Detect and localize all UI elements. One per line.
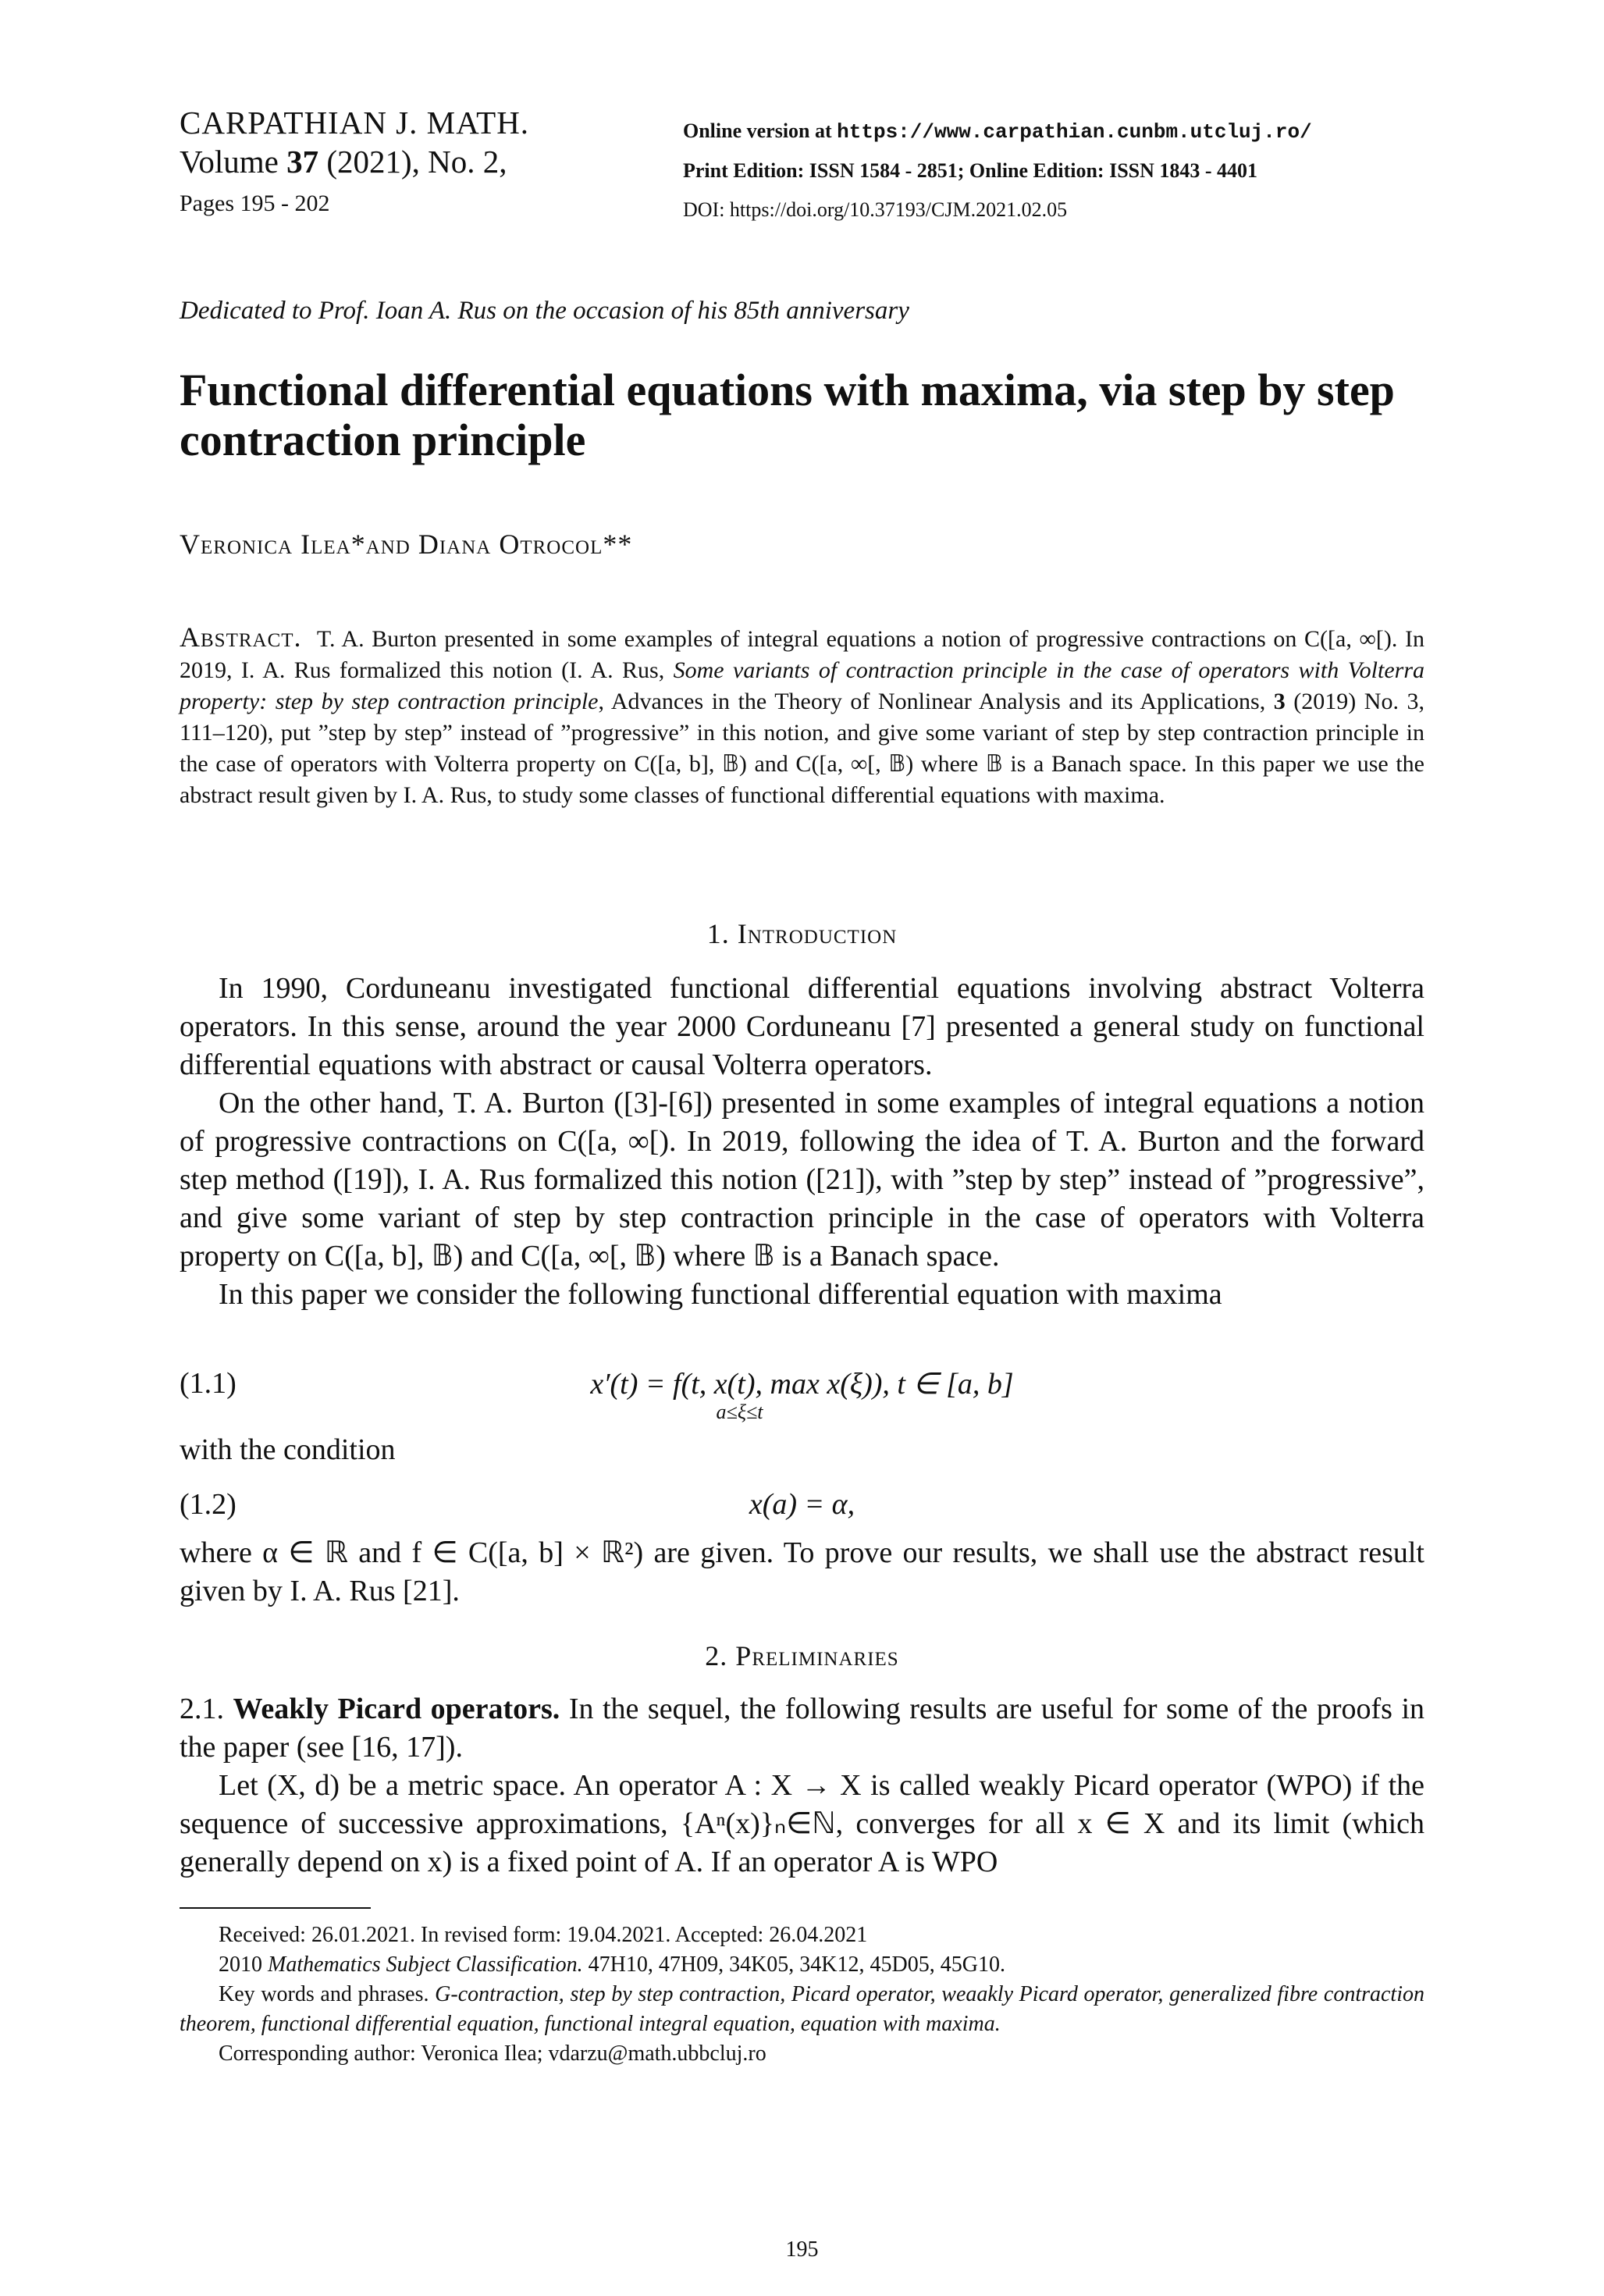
- journal-header: [180, 103, 529, 223]
- doi[interactable]: DOI: https://doi.org/10.37193/CJM.2021.02.05: [683, 198, 1068, 221]
- footnote-keywords: Key words and phrases. G-contraction, step by step contraction, Picard operator, weaakly Picard operator, generalized fibre contraction theorem, functional differential equation, functional integral equation, equation with maxima.: [180, 1982, 1424, 2036]
- equation-1-1: [180, 1366, 1424, 1429]
- intro-paragraph-3: In this paper we consider the following functional differential equation with maxima: [219, 1278, 1222, 1311]
- intro-body: [180, 970, 1424, 1314]
- intro-paragraph-4: where α ∈ ℝ and f ∈ C([a, b] × ℝ²) are given. To prove our results, we shall use the abstract result given by I. A. Rus [21].: [180, 1536, 1424, 1607]
- subsection-2-1: 2.1. Weakly Picard operators. In the sequel, the following results are useful for some of the proofs in the paper (see [16, 17]).: [180, 1693, 1424, 1764]
- authors: Veronica Ilea*and Diana Otrocol**: [180, 529, 633, 560]
- journal-pages: Pages 195 - 202: [180, 190, 330, 216]
- intro-paragraph-2: On the other hand, T. A. Burton ([3]-[6]) presented in some examples of integral equations a notion of progressive contractions on C([a, ∞[). In 2019, following the idea of T. A. Burton and the forward step method ([19]), I. A. Rus formalized this notion ([21]), with ”step by step” instead of ”progressive”, and give some variant of step by step contraction principle in the case of operators with Volterra property on C([a, b], 𝔹) and C([a, ∞[, 𝔹) where 𝔹 is a Banach space.: [180, 1087, 1424, 1273]
- print-edition: Print Edition: ISSN 1584 - 2851; Online Edition: ISSN 1843 - 4401: [683, 159, 1258, 182]
- footnote-received: Received: 26.01.2021. In revised form: 19.04.2021. Accepted: 26.04.2021: [219, 1923, 868, 1947]
- equation-number: (1.2): [180, 1488, 237, 1521]
- abstract: Abstract. T. A. Burton presented in some examples of integral equations a notion of progressive contractions on C([a, ∞[). In 2019, I. A. Rus formalized this notion (I. A. Rus, Some variants of contraction principle in the case of operators with Volterra property: step by step contraction principle, Advances in the Theory of Nonlinear Analysis and its Applications, 3 (2019) No. 3, 111–120), put ”step by step” instead of ”progressive” in this notion, and give some variant of step by step contraction principle in the case of operators with Volterra property on C([a, b], 𝔹) and C([a, ∞[, 𝔹) where 𝔹 is a Banach space. In this paper we use the abstract result given by I. A. Rus, to study some classes of functional differential equations with maxima.: [180, 621, 1425, 808]
- journal-info: [683, 112, 1312, 230]
- equation-text: x(a) = α,: [749, 1488, 855, 1521]
- equation-1-2: [180, 1487, 1424, 1526]
- footnote-corresponding: Corresponding author: Veronica Ilea; vdarzu@math.ubbcluj.ro: [219, 2041, 766, 2066]
- section-heading-preliminaries: 2. Preliminaries: [705, 1640, 899, 1671]
- footnote-rule: [180, 1907, 371, 1909]
- intro-paragraph-1: In 1990, Corduneanu investigated functional differential equations involving abstract Volterra operators. In this sense, around the year 2000 Corduneanu [7] presented a general study on functional differential equations with abstract or causal Volterra operators.: [180, 972, 1424, 1081]
- footnote-msc: 2010 Mathematics Subject Classification. 47H10, 47H09, 34K05, 34K12, 45D05, 45G10.: [219, 1952, 1005, 1977]
- online-url[interactable]: https://www.carpathian.cunbm.utcluj.ro/: [837, 120, 1312, 144]
- paper-title: Functional differential equations with maxima, via step by step contraction principle: [180, 365, 1395, 465]
- page-number: 195: [785, 2237, 819, 2262]
- journal-volume: Volume 37 (2021), No. 2,: [180, 144, 507, 180]
- journal-name: CARPATHIAN J. MATH.: [180, 105, 530, 141]
- footnotes: [180, 1920, 1424, 2069]
- section-heading-introduction: 1. Introduction: [706, 918, 898, 949]
- equation-number: (1.1): [180, 1367, 237, 1400]
- abstract-heading: Abstract.: [180, 621, 302, 653]
- equation-text: x′(t) = f(t, x(t), max x(ξ)), t ∈ [a, b] $^{a\le\xi\le t}$: [590, 1368, 1014, 1423]
- prelim-body: [180, 1690, 1424, 1881]
- online-version: Online version at https://www.carpathian.cunbm.utcluj.ro/: [683, 119, 1312, 144]
- with-condition: with the condition: [180, 1433, 396, 1466]
- prelim-paragraph: Let (X, d) be a metric space. An operator A : X → X is called weakly Picard operator (WPO) if the sequence of successive approximations, {Aⁿ(x)}ₙ∈ℕ, converges for all x ∈ X and its limit (which generally depend on x) is a fixed point of A. If an operator A is WPO: [180, 1769, 1424, 1878]
- dedication: Dedicated to Prof. Ioan A. Rus on the occasion of his 85th anniversary: [180, 297, 909, 325]
